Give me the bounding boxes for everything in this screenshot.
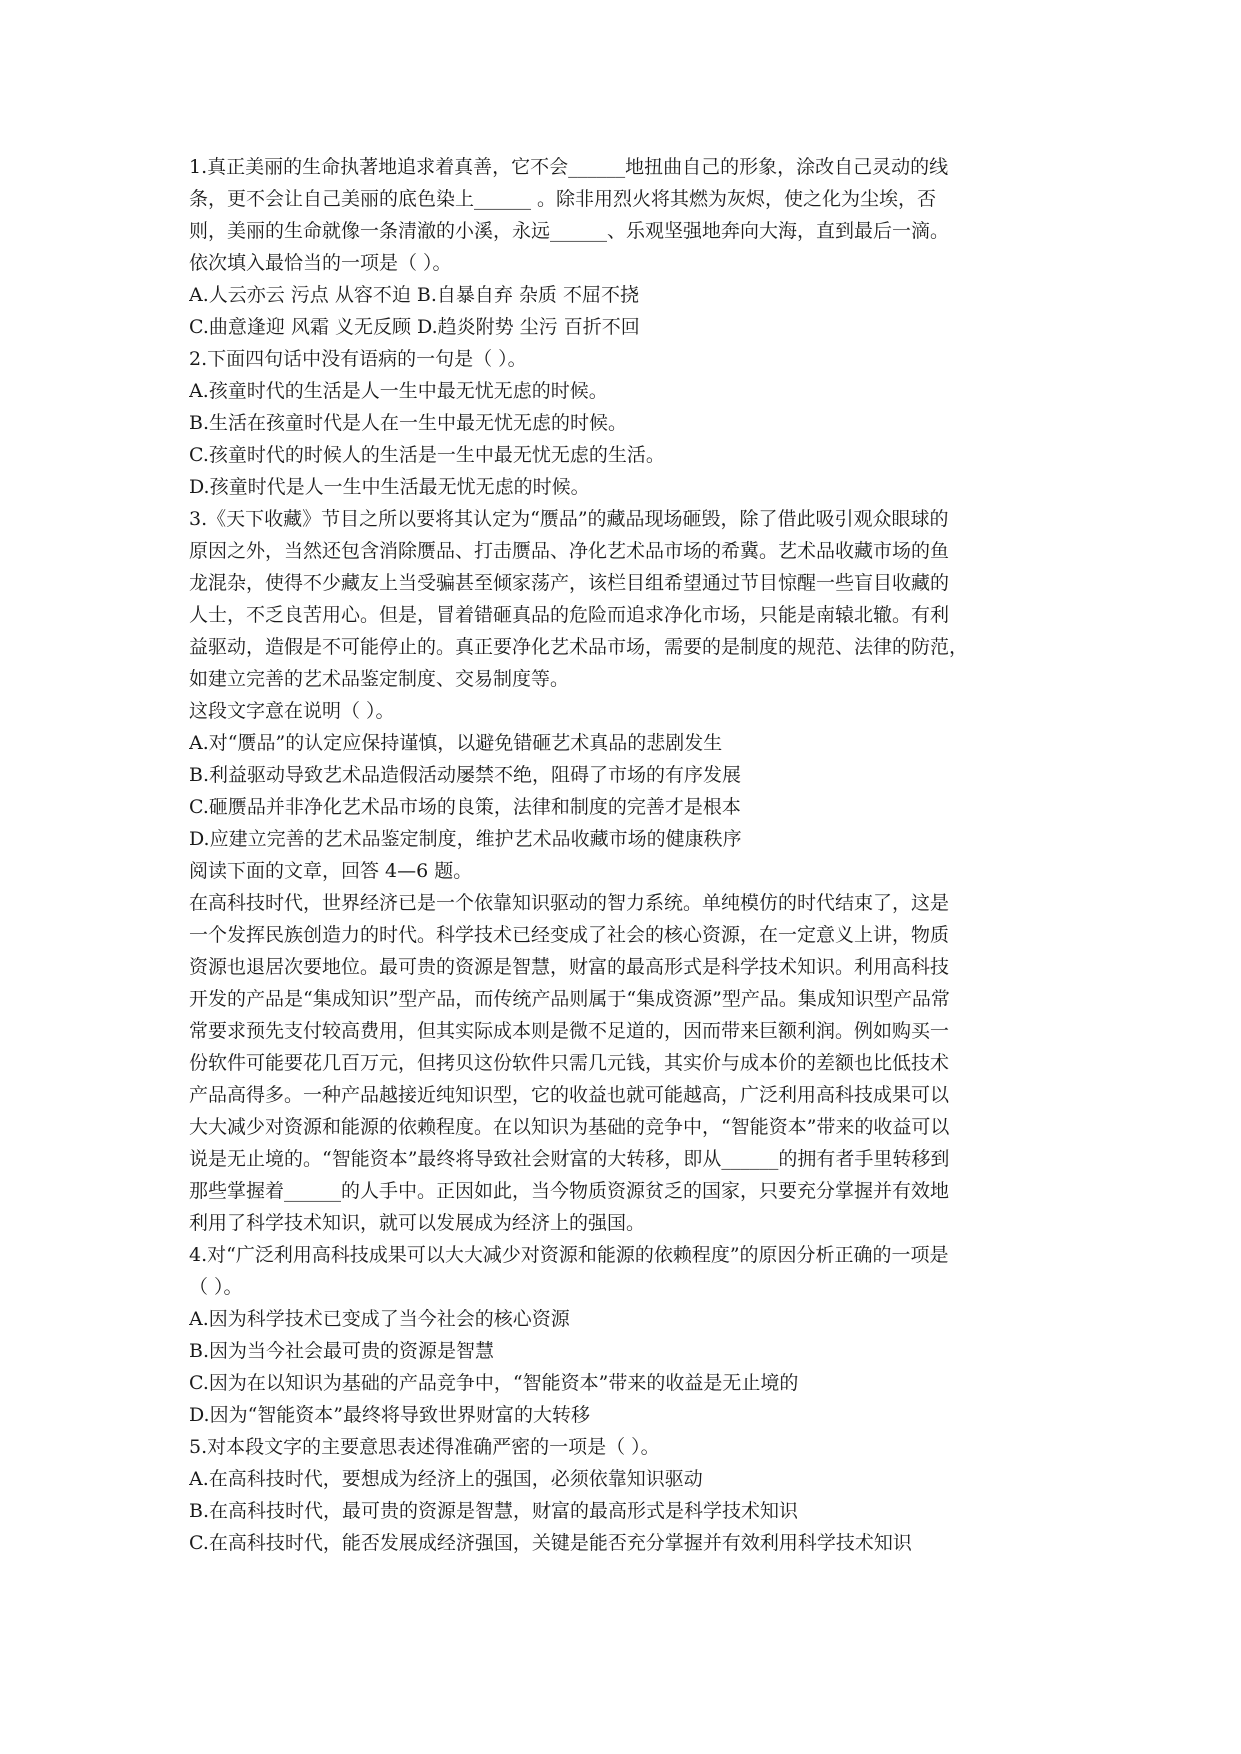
text-line: D.孩童时代是人一生中生活最无忧无虑的时候。 (189, 476, 590, 498)
text-line: 开发的产品是“集成知识”型产品，而传统产品则属于“集成资源”型产品。集成知识型产品常 (189, 988, 950, 1010)
text-line: 益驱动，造假是不可能停止的。真正要净化艺术品市场，需要的是制度的规范、法律的防范， (189, 636, 969, 658)
text-line: 阅读下面的文章，回答 4—6 题。 (189, 860, 473, 882)
text-line: C.在高科技时代，能否发展成经济强国，关键是能否充分掌握并有效利用科学技术知识 (189, 1532, 912, 1554)
text-line: A.在高科技时代，要想成为经济上的强国，必须依靠知识驱动 (189, 1468, 703, 1490)
text-line: 常要求预先支付较高费用，但其实际成本则是微不足道的，因而带来巨额利润。例如购买一 (189, 1020, 950, 1042)
text-line: C.孩童时代的时候人的生活是一生中最无忧无虑的生活。 (189, 444, 665, 466)
text-line: 份软件可能要花几百万元，但拷贝这份软件只需几元钱，其实价与成本价的差额也比低技术 (189, 1052, 950, 1074)
text-line: 依次填入最恰当的一项是（ ）。 (189, 252, 452, 274)
text-line: 1.真正美丽的生命执著地追求着真善，它不会______地扭曲自己的形象，涂改自己灵动的线 (189, 156, 949, 178)
text-line: 在高科技时代，世界经济已是一个依靠知识驱动的智力系统。单纯模仿的时代结束了，这是 (189, 892, 950, 914)
text-line: 则，美丽的生命就像一条清澈的小溪，永远______、乐观坚强地奔向大海，直到最后一滴。 (189, 220, 950, 242)
text-line: D.因为“智能资本”最终将导致世界财富的大转移 (189, 1404, 591, 1426)
text-line: B.生活在孩童时代是人在一生中最无忧无虑的时候。 (189, 412, 628, 434)
text-line: 4.对“广泛利用高科技成果可以大大减少对资源和能源的依赖程度”的原因分析正确的一项是 (189, 1244, 949, 1266)
text-line: C.因为在以知识为基础的产品竞争中，“智能资本”带来的收益是无止境的 (189, 1372, 799, 1394)
text-line: 大大减少对资源和能源的依赖程度。在以知识为基础的竞争中，“智能资本”带来的收益可以 (189, 1116, 950, 1138)
document-page (189, 151, 1059, 1559)
text-line: B.因为当今社会最可贵的资源是智慧 (189, 1340, 495, 1362)
text-line: 说是无止境的。“智能资本”最终将导致社会财富的大转移，即从______的拥有者手里转移到 (189, 1148, 950, 1170)
text-line: 一个发挥民族创造力的时代。科学技术已经变成了社会的核心资源，在一定意义上讲，物质 (189, 924, 950, 946)
text-line: C.砸赝品并非净化艺术品市场的良策，法律和制度的完善才是根本 (189, 796, 741, 818)
text-line: 3.《天下收藏》节目之所以要将其认定为“赝品”的藏品现场砸毁，除了借此吸引观众眼球的 (189, 508, 949, 530)
text-line: B.在高科技时代，最可贵的资源是智慧，财富的最高形式是科学技术知识 (189, 1500, 799, 1522)
text-line: A.人云亦云 污点 从容不迫 B.自暴自弃 杂质 不屈不挠 (189, 284, 639, 306)
text-line: 2.下面四句话中没有语病的一句是（ ）。 (189, 348, 527, 370)
text-line: 利用了科学技术知识，就可以发展成为经济上的强国。 (189, 1212, 646, 1234)
text-line: 如建立完善的艺术品鉴定制度、交易制度等。 (189, 668, 570, 690)
text-line: 5.对本段文字的主要意思表述得准确严密的一项是（ ）。 (189, 1436, 660, 1458)
text-line: A.孩童时代的生活是人一生中最无忧无虑的时候。 (189, 380, 608, 402)
text-line: D.应建立完善的艺术品鉴定制度，维护艺术品收藏市场的健康秩序 (189, 828, 742, 850)
text-line: 产品高得多。一种产品越接近纯知识型，它的收益也就可能越高，广泛利用高科技成果可以 (189, 1084, 950, 1106)
text-line: 这段文字意在说明（ ）。 (189, 700, 395, 722)
text-line: 人士，不乏良苦用心。但是，冒着错砸真品的危险而追求净化市场，只能是南辕北辙。有利 (189, 604, 950, 626)
text-line: A.对“赝品”的认定应保持谨慎，以避免错砸艺术真品的悲剧发生 (189, 732, 723, 754)
text-line: 资源也退居次要地位。最可贵的资源是智慧，财富的最高形式是科学技术知识。利用高科技 (189, 956, 950, 978)
text-line: B.利益驱动导致艺术品造假活动屡禁不绝，阻碍了市场的有序发展 (189, 764, 742, 786)
text-line: （ ）。 (189, 1276, 243, 1298)
text-line: 原因之外，当然还包含消除赝品、打击赝品、净化艺术品市场的希冀。艺术品收藏市场的鱼 (189, 540, 950, 562)
text-line: A.因为科学技术已变成了当今社会的核心资源 (189, 1308, 570, 1330)
text-line: 龙混杂，使得不少藏友上当受骗甚至倾家荡产，该栏目组希望通过节目惊醒一些盲目收藏的 (189, 572, 950, 594)
text-line: 那些掌握着______的人手中。正因如此，当今物质资源贫乏的国家，只要充分掌握并有效地 (189, 1180, 950, 1202)
text-line: 条，更不会让自己美丽的底色染上______ 。除非用烈火将其燃为灰烬，使之化为尘埃，否 (189, 188, 937, 210)
text-line: C.曲意逢迎 风霜 义无反顾 D.趋炎附势 尘污 百折不回 (189, 316, 640, 338)
